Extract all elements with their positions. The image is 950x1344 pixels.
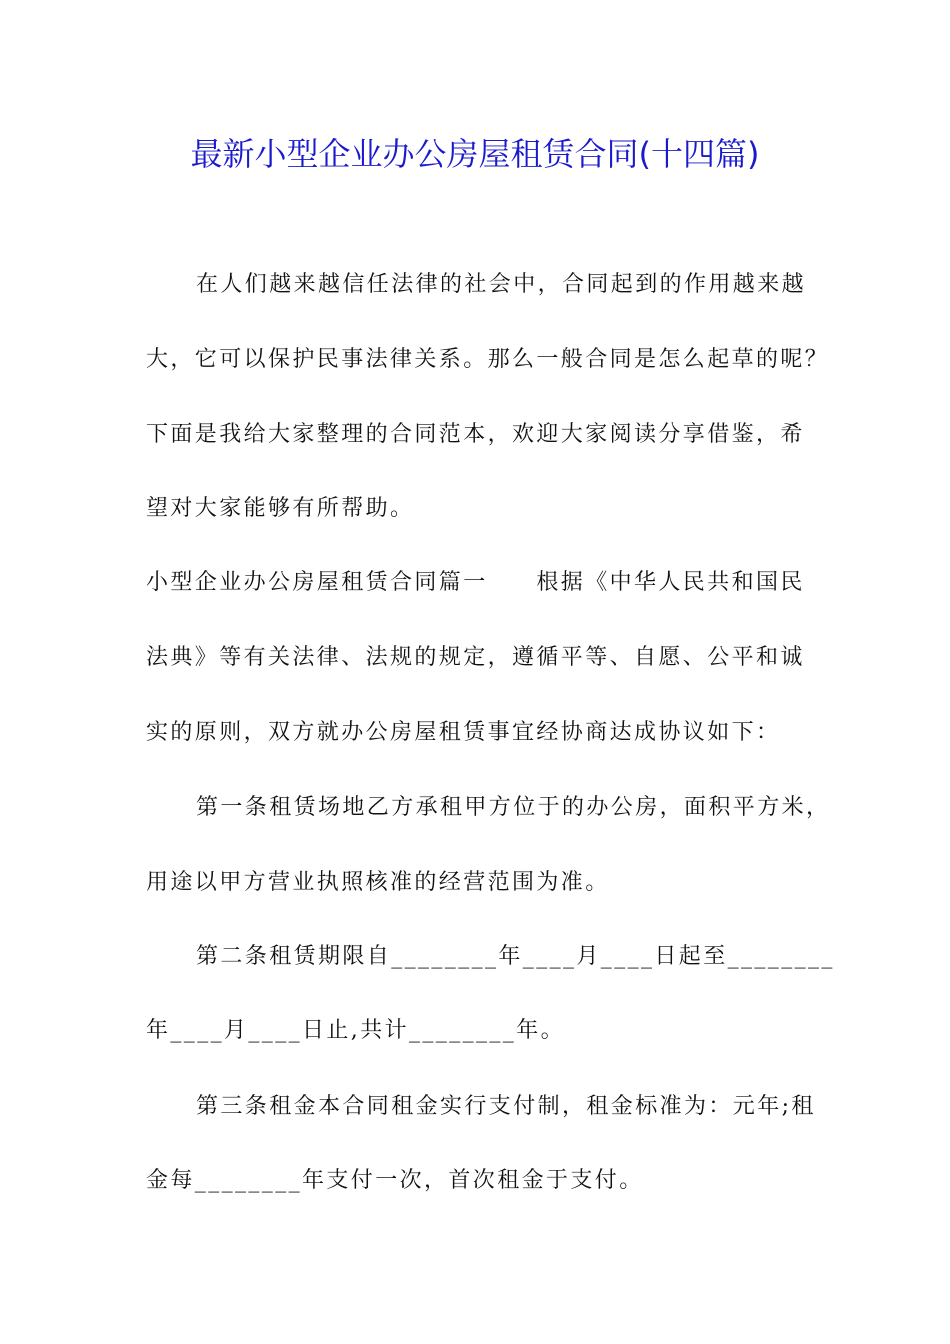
document-title: 最新小型企业办公房屋租赁合同(十四篇) <box>190 135 760 173</box>
clause-line: 用途以甲方营业执照核准的经营范围为准。 <box>146 870 610 895</box>
clause-line: 第二条租赁期限自________年____月____日起至________ <box>196 944 835 969</box>
paragraph-line: 下面是我给大家整理的合同范本，欢迎大家阅读分享借鉴，希 <box>146 422 805 447</box>
paragraph-line: 法典》等有关法律、法规的规定，遵循平等、自愿、公平和诚 <box>146 645 805 670</box>
clause-line: 年____月____日止,共计________年。 <box>146 1018 565 1043</box>
paragraph-line: 大，它可以保护民事法律关系。那么一般合同是怎么起草的呢？ <box>146 347 830 372</box>
section-heading-line: 小型企业办公房屋租赁合同篇一 根据《中华人民共和国民 <box>146 570 805 595</box>
clause-line: 第三条租金本合同租金实行支付制，租金标准为：元年;租 <box>196 1094 816 1119</box>
paragraph-line: 实的原则，双方就办公房屋租赁事宜经协商达成协议如下： <box>146 720 781 745</box>
paragraph-line: 在人们越来越信任法律的社会中，合同起到的作用越来越 <box>196 272 807 297</box>
clause-line: 金每________年支付一次，首次租金于支付。 <box>146 1168 644 1193</box>
paragraph-line: 望对大家能够有所帮助。 <box>146 496 415 521</box>
clause-line: 第一条租赁场地乙方承租甲方位于的办公房，面积平方米， <box>196 795 831 820</box>
